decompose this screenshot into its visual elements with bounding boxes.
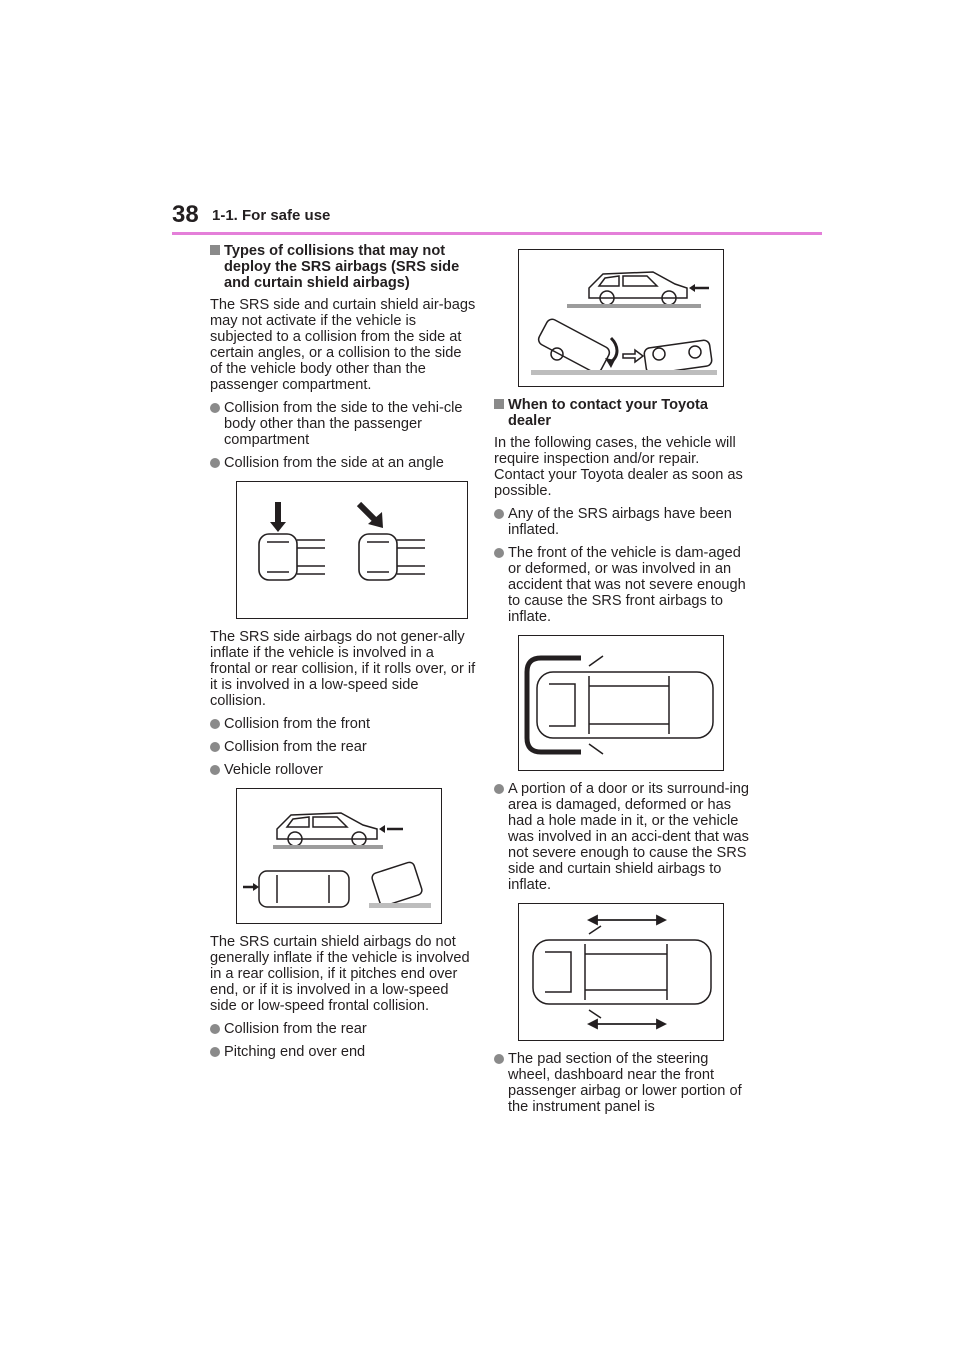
circle-bullet-icon xyxy=(210,458,220,468)
list-item: Any of the SRS airbags have been inflated. xyxy=(494,506,750,538)
side-airbag-intro: The SRS side and curtain shield air-bags may not activate if the vehicle is subjected to a collision from the side at certain angles, or a collision to the side of the vehicle body other than the passenger compartment. xyxy=(210,297,476,393)
list-item: Collision from the front xyxy=(210,716,476,732)
list-item: The pad section of the steering wheel, dashboard near the front passenger airbag or lower portion of the instrument panel is xyxy=(494,1051,750,1115)
page-number: 38 xyxy=(172,201,199,228)
circle-bullet-icon xyxy=(210,403,220,413)
list-item: The front of the vehicle is dam-aged or deformed, or was involved in an accident that was not severe enough to cause the SRS front airbags to inflate. xyxy=(494,545,750,625)
figure-side-angle-collision xyxy=(236,481,468,619)
front-rear-rollover-illustration xyxy=(237,789,441,923)
list-item: Vehicle rollover xyxy=(210,762,476,778)
section-title: 1-1. For safe use xyxy=(212,207,331,224)
front-damage-illustration xyxy=(519,636,723,770)
circle-bullet-icon xyxy=(494,509,504,519)
square-bullet-icon xyxy=(210,245,220,255)
side-airbag-heading xyxy=(210,243,476,291)
figure-front-damage xyxy=(518,635,724,771)
left-column xyxy=(210,243,476,1060)
circle-bullet-icon xyxy=(210,1047,220,1057)
list-item: Collision from the rear xyxy=(210,739,476,755)
circle-bullet-icon xyxy=(494,548,504,558)
circle-bullet-icon xyxy=(494,1054,504,1064)
figure-rear-pitching xyxy=(518,249,724,387)
door-damage-illustration xyxy=(519,904,723,1040)
list-item: A portion of a door or its surround-ing area is damaged, deformed or has had a hole made in it, or the vehicle was involved in an acci-dent that was not severe enough to cause the SRS side and curtain shield airbags to inflate. xyxy=(494,781,750,893)
circle-bullet-icon xyxy=(210,742,220,752)
figure-front-rear-rollover xyxy=(236,788,442,924)
contact-dealer-heading xyxy=(494,397,750,429)
list-item: Collision from the side at an angle xyxy=(210,455,476,471)
list-item: Collision from the rear xyxy=(210,1021,476,1037)
list-item: Pitching end over end xyxy=(210,1044,476,1060)
square-bullet-icon xyxy=(494,399,504,409)
list-item: Collision from the side to the vehi-cle body other than the passenger compartment xyxy=(210,400,476,448)
circle-bullet-icon xyxy=(210,1024,220,1034)
rear-pitching-illustration xyxy=(519,250,723,386)
heading-text: Types of collisions that may not deploy the SRS airbags (SRS side and curtain shield airbags) xyxy=(224,243,460,291)
side-airbag-note: The SRS side airbags do not gener-ally inflate if the vehicle is involved in a frontal or rear collision, if it rolls over, or if it is involved in a low-speed side collision. xyxy=(210,629,476,709)
curtain-airbag-note: The SRS curtain shield airbags do not generally inflate if the vehicle is involved in a rear collision, if it pitches end over end, or if it is involved in a low-speed side or low-speed frontal collision. xyxy=(210,934,470,1014)
circle-bullet-icon xyxy=(494,784,504,794)
header-rule xyxy=(172,232,822,235)
contact-dealer-intro: In the following cases, the vehicle will require inspection and/or repair. Contact your Toyota dealer as soon as possible. xyxy=(494,435,743,499)
figure-door-damage xyxy=(518,903,724,1041)
circle-bullet-icon xyxy=(210,719,220,729)
circle-bullet-icon xyxy=(210,765,220,775)
heading-text: When to contact your Toyota dealer xyxy=(508,397,708,429)
right-column xyxy=(494,243,750,1115)
side-angle-collision-illustration xyxy=(237,482,467,618)
